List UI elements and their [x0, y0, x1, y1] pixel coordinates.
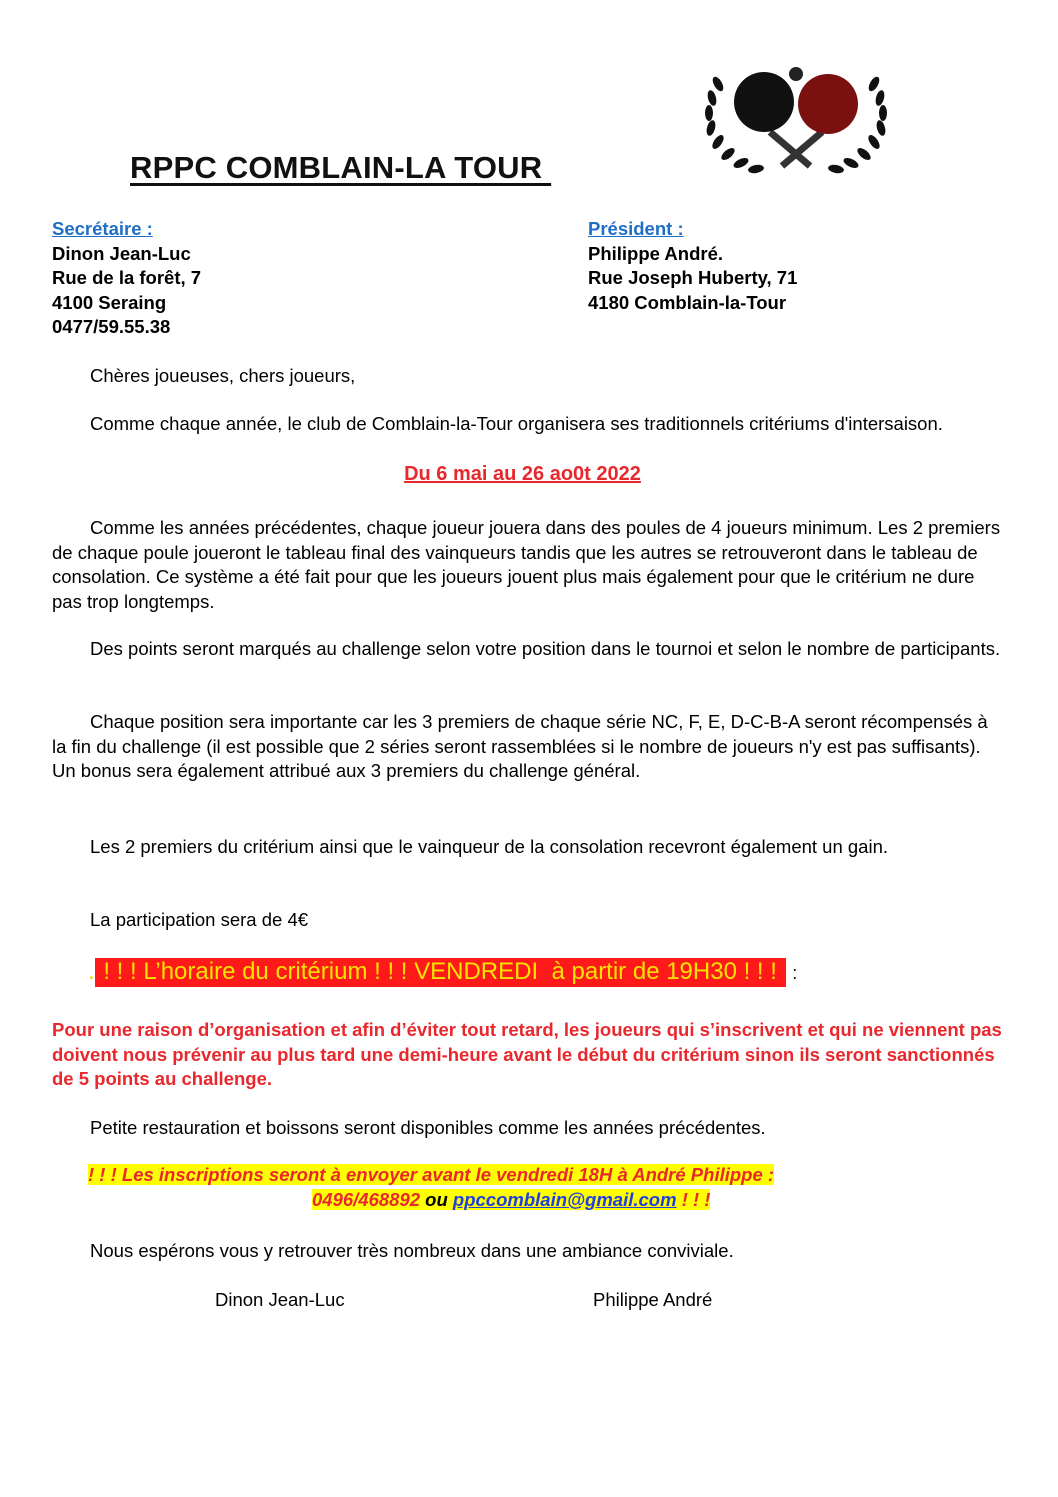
- president-street: Rue Joseph Huberty, 71: [588, 267, 798, 288]
- food-text: Petite restauration et boissons seront disponibles comme les années précédentes.: [90, 1117, 766, 1138]
- positions-paragraph: [52, 710, 1002, 784]
- secretary-city: 4100 Seraing: [52, 291, 167, 313]
- greeting-text: Chères joueuses, chers joueurs,: [90, 365, 356, 386]
- page-title: RPPC COMBLAIN-LA TOUR: [130, 150, 552, 185]
- registration-end: ! ! !: [676, 1188, 711, 1210]
- schedule-colon: :: [792, 963, 798, 983]
- secretary-name: Dinon Jean-Luc: [52, 242, 191, 264]
- registration-line: ! ! ! Les inscriptions seront à envoyer avant le vendredi 18H à André Philippe :: [88, 1164, 775, 1185]
- poules-paragraph: [52, 516, 1002, 614]
- closing-text: Nous espérons vous y retrouver très nombreux dans une ambiance conviviale.: [90, 1240, 734, 1261]
- president-block: [588, 217, 797, 315]
- secretary-label: Secrétaire :: [52, 218, 153, 239]
- signature-right: Philippe André: [593, 1289, 713, 1310]
- poules-text: Comme les années précédentes, chaque joueur jouera dans des poules de 4 joueurs minimum. Les 2 premiers de chaque poule joueront le tableau final des vainqueurs tandis que les autres se retrouveront dans le tableau de consolation. Ce système a été fait pour que les joueurs jouent plus mais également pour que le critérium ne dure pas trop longtemps.: [52, 517, 1001, 612]
- secretary-phone: 0477/59.55.38: [52, 316, 171, 337]
- laurel-paddles-icon: [700, 62, 892, 188]
- event-dates: Du 6 mai au 26 ao0t 2022: [404, 463, 641, 485]
- food-paragraph: [52, 1116, 1002, 1141]
- registration-email-link[interactable]: ppccomblain@gmail.com: [452, 1188, 677, 1210]
- registration-or: ou: [420, 1188, 453, 1210]
- schedule-banner: [88, 957, 797, 988]
- positions-text: Chaque position sera importante car les 3 premiers de chaque série NC, F, E, D-C-B-A seront récompensés à la fin du challenge (il est possible que 2 séries seront rassemblées si le nombre de joueurs n'y est pas suffisants). Un bonus sera également attribué aux 3 premiers du challenge général.: [52, 711, 988, 781]
- schedule-dot: .: [88, 958, 95, 985]
- signature-left: Dinon Jean-Luc: [215, 1289, 345, 1310]
- schedule-highlight: ! ! ! L’horaire du critérium ! ! ! VENDREDI à partir de 19H30 ! ! !: [96, 958, 784, 985]
- greeting: [52, 364, 1002, 389]
- president-label: Président :: [588, 218, 684, 239]
- registration-phone: 0496/468892: [312, 1188, 421, 1210]
- fee-text: La participation sera de 4€: [90, 909, 309, 930]
- gain-paragraph: [52, 835, 1002, 860]
- closing-paragraph: [52, 1239, 1002, 1264]
- secretary-street: Rue de la forêt, 7: [52, 267, 202, 288]
- fee-paragraph: [52, 908, 1002, 933]
- secretary-block: [52, 217, 201, 340]
- table-tennis-club-logo: [700, 62, 892, 188]
- warning-paragraph: Pour une raison d’organisation et afin d’éviter tout retard, les joueurs qui s’inscrivent et qui ne viennent pas doivent nous prévenir au plus tard une demi-heure avant le début du critérium sinon ils seront sanctionnés de 5 points au challenge.: [52, 1019, 1002, 1089]
- points-text: Des points seront marqués au challenge selon votre position dans le tournoi et selon le nombre de participants.: [90, 638, 1001, 659]
- points-paragraph: [52, 637, 1002, 662]
- registration-block: [88, 1163, 774, 1212]
- president-name: Philippe André.: [588, 242, 723, 264]
- intro-paragraph: [52, 412, 1002, 437]
- gain-text: Les 2 premiers du critérium ainsi que le vainqueur de la consolation recevront également un gain.: [90, 836, 889, 857]
- intro-text: Comme chaque année, le club de Comblain-la-Tour organisera ses traditionnels critériums d'intersaison.: [90, 413, 943, 434]
- president-city: 4180 Comblain-la-Tour: [588, 291, 787, 313]
